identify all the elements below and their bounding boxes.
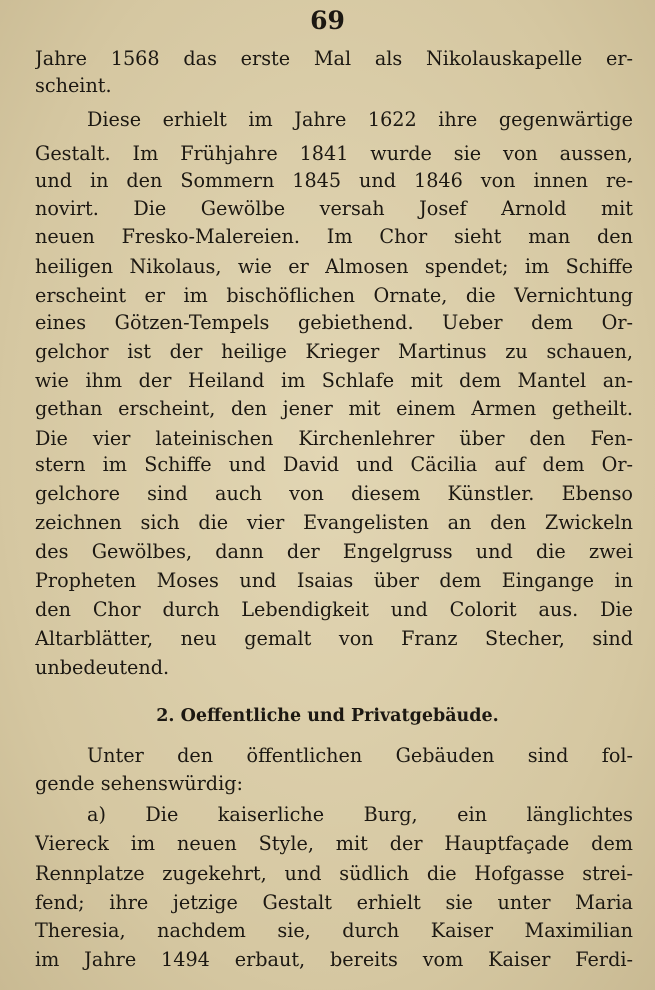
- text-line: gelchore sind auch von diesem Künstler. Ebenso: [35, 482, 633, 505]
- text-line: Die vier lateinischen Kirchenlehrer über den Fen-: [35, 427, 633, 450]
- text-line: Altarblätter, neu gemalt von Franz Stecher, sind: [35, 627, 633, 650]
- text-line: unbedeutend.: [35, 656, 170, 679]
- text-line: scheint.: [35, 74, 112, 97]
- page-number: 69: [310, 6, 345, 35]
- text-line: wie ihm der Heiland im Schlafe mit dem Mantel an-: [35, 369, 633, 392]
- text-line: novirt. Die Gewölbe versah Josef Arnold mit: [35, 197, 633, 220]
- text-line: gethan erscheint, den jener mit einem Armen getheilt.: [35, 397, 633, 420]
- text-line: und in den Sommern 1845 und 1846 von innen re-: [35, 169, 633, 192]
- text-line: zeichnen sich die vier Evangelisten an den Zwickeln: [35, 511, 633, 534]
- text-line: eines Götzen-Tempels gebiethend. Ueber dem Or-: [35, 311, 633, 334]
- text-line: neuen Fresko-Malereien. Im Chor sieht man den: [35, 225, 633, 248]
- text-line: des Gewölbes, dann der Engelgruss und die zwei: [35, 540, 633, 563]
- text-line: den Chor durch Lebendigkeit und Colorit aus. Die: [35, 598, 633, 621]
- text-line: Jahre 1568 das erste Mal als Nikolauskapelle er-: [35, 47, 633, 70]
- text-line: a) Die kaiserliche Burg, ein länglichtes: [87, 803, 633, 826]
- text-line: heiligen Nikolaus, wie er Almosen spendet; im Schiffe: [35, 255, 633, 278]
- text-line: Gestalt. Im Frühjahre 1841 wurde sie von aussen,: [35, 142, 633, 165]
- text-line: gende sehenswürdig:: [35, 772, 243, 795]
- text-line: im Jahre 1494 erbaut, bereits vom Kaiser Ferdi-: [35, 948, 633, 971]
- text-line: Unter den öffentlichen Gebäuden sind fol-: [87, 744, 633, 767]
- text-line: Theresia, nachdem sie, durch Kaiser Maximilian: [35, 919, 633, 942]
- text-line: stern im Schiffe und David und Cäcilia auf dem Or-: [35, 453, 633, 476]
- text-line: Propheten Moses und Isaias über dem Eingange in: [35, 569, 633, 592]
- text-line: Viereck im neuen Style, mit der Hauptfaçade dem: [35, 832, 633, 855]
- text-line: fend; ihre jetzige Gestalt erhielt sie unter Maria: [35, 891, 633, 914]
- text-line: Rennplatze zugekehrt, und südlich die Hofgasse strei-: [35, 862, 633, 885]
- section-heading: 2. Oeffentliche und Privatgebäude.: [156, 706, 499, 726]
- text-line: gelchor ist der heilige Krieger Martinus zu schauen,: [35, 340, 633, 363]
- text-line: Diese erhielt im Jahre 1622 ihre gegenwärtige: [87, 108, 633, 131]
- text-line: erscheint er im bischöflichen Ornate, die Vernichtung: [35, 284, 633, 307]
